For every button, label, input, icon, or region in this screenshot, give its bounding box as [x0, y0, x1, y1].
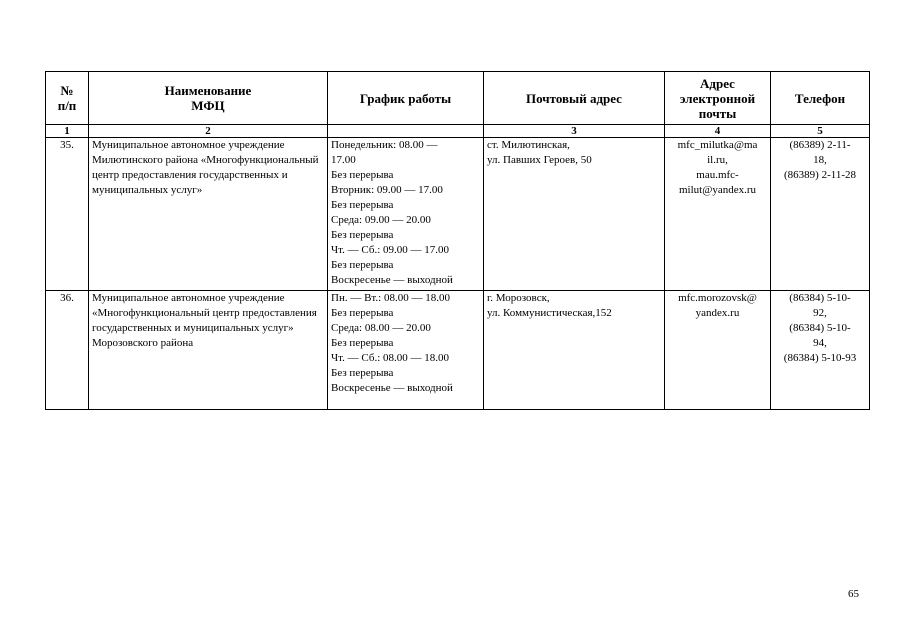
schedule-cell-line: Вторник: 09.00 — 17.00: [331, 184, 443, 196]
phone-cell: [771, 138, 870, 291]
address-cell-line: г. Морозовск,: [487, 292, 550, 304]
email-cell: [665, 291, 771, 410]
email-cell-line: mfc_milutka@ma: [677, 139, 758, 151]
schedule-cell-line: Среда: 09.00 — 20.00: [331, 214, 431, 226]
phone-cell-line: (86384) 5-10-: [789, 292, 851, 304]
phone-cell-line: (86389) 2-11-: [789, 139, 851, 151]
address-cell-line: ул. Павших Героев, 50: [487, 154, 592, 166]
email-cell-line: mfc.morozovsk@: [678, 292, 757, 304]
phone-cell-line: 92,: [813, 307, 827, 319]
email-cell-line: yandex.ru: [695, 307, 740, 319]
schedule-cell-line: Без перерыва: [331, 259, 394, 271]
mfc-name: Муниципальное автономное учреждение Милютинского района «Многофункциональный центр предоставления государственных и муниципальных услуг»: [89, 138, 328, 291]
schedule-cell-line: Без перерыва: [331, 229, 394, 241]
column-number-cell: 5: [771, 125, 870, 138]
schedule-cell: [328, 138, 484, 291]
schedule-cell-line: Пн. — Вт.: 08.00 — 18.00: [331, 292, 450, 304]
schedule-cell-line: 17.00: [331, 154, 356, 166]
email-cell: [665, 138, 771, 291]
schedule-cell-line: Чт. — Сб.: 09.00 — 17.00: [331, 244, 450, 256]
schedule-cell-line: Среда: 08.00 — 20.00: [331, 322, 431, 334]
header-num: № п/п: [46, 72, 89, 125]
column-number-cell: 4: [665, 125, 771, 138]
schedule-cell-line: Без перерыва: [331, 199, 394, 211]
page-number: 65: [848, 588, 859, 600]
schedule-cell-line: Понедельник: 08.00 —: [331, 139, 438, 151]
column-number-cell: 1: [46, 125, 89, 138]
mfc-table: [45, 71, 870, 410]
address-cell-line: ул. Коммунистическая,152: [487, 307, 612, 319]
header-email: Адрес электронной почты: [665, 72, 771, 125]
schedule-cell-line: Без перерыва: [331, 367, 394, 379]
column-number-row: [46, 125, 870, 138]
phone-cell-line: (86384) 5-10-93: [783, 352, 857, 364]
email-cell-line: il.ru,: [707, 154, 728, 166]
schedule-cell-line: Без перерыва: [331, 169, 394, 181]
header-address: Почтовый адрес: [484, 72, 665, 125]
header-schedule: График работы: [328, 72, 484, 125]
phone-cell-line: 94,: [813, 337, 827, 349]
email-cell-line: mau.mfc-: [696, 169, 739, 181]
email-cell-line: milut@yandex.ru: [678, 184, 757, 196]
phone-cell-line: (86389) 2-11-28: [784, 169, 856, 181]
schedule-cell-line: Воскресенье — выходной: [331, 274, 453, 286]
phone-cell-line: 18,: [813, 154, 827, 166]
schedule-cell: [328, 291, 484, 410]
column-number-cell: [328, 125, 484, 138]
phone-cell-line: (86384) 5-10-: [789, 322, 851, 334]
header-name: Наименование МФЦ: [89, 72, 328, 125]
header-row: [46, 72, 870, 125]
table-row: [46, 291, 870, 410]
address-cell: [484, 138, 665, 291]
column-number-cell: 2: [89, 125, 328, 138]
schedule-cell-line: Без перерыва: [331, 337, 394, 349]
schedule-cell-line: Воскресенье — выходной: [331, 382, 453, 394]
row-number: 35.: [46, 138, 89, 291]
row-number: 36.: [46, 291, 89, 410]
schedule-cell-line: Чт. — Сб.: 08.00 — 18.00: [331, 352, 450, 364]
mfc-name: Муниципальное автономное учреждение «Многофункциональный центр предоставления государственных и муниципальных услуг» Морозовского района: [89, 291, 328, 410]
address-cell-line: ст. Милютинская,: [487, 139, 570, 151]
table-row: [46, 138, 870, 291]
schedule-cell-line: Без перерыва: [331, 307, 394, 319]
header-phone: Телефон: [771, 72, 870, 125]
phone-cell: [771, 291, 870, 410]
column-number-cell: 3: [484, 125, 665, 138]
address-cell: [484, 291, 665, 410]
